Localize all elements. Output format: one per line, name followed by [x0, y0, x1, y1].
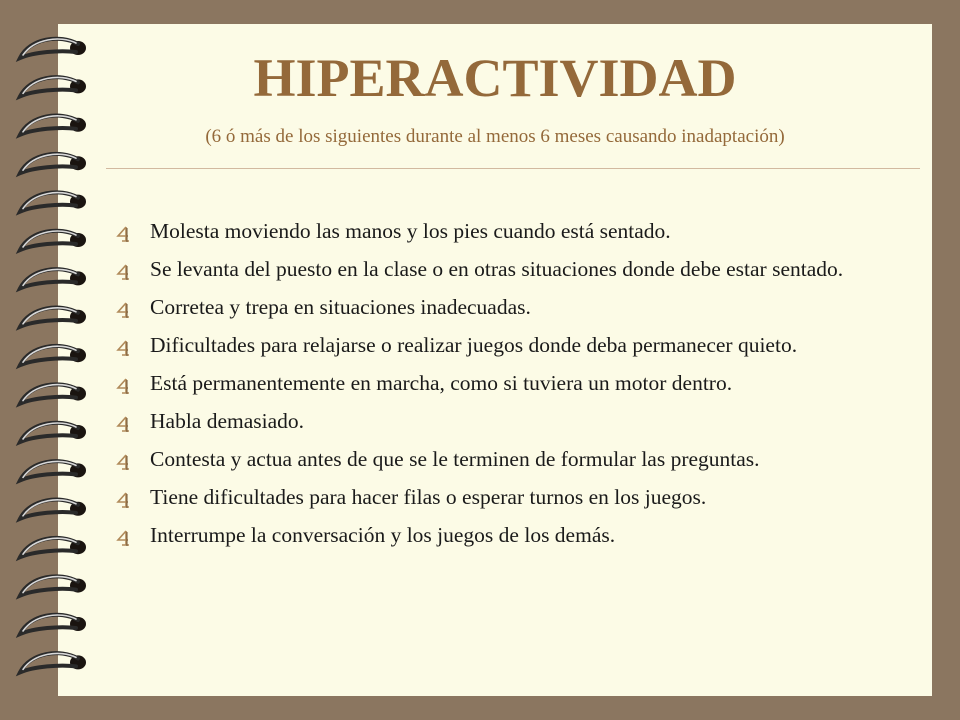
spiral-ring [20, 461, 86, 480]
checkmark-4-icon [116, 302, 132, 318]
list-item-text: Contesta y actua antes de que se le terminen de formular las preguntas. [150, 447, 760, 471]
spiral-ring [20, 500, 86, 519]
list-item [114, 293, 914, 321]
slide-title: HIPERACTIVIDAD [253, 48, 737, 108]
bullet-list [114, 217, 914, 559]
spiral-ring [20, 77, 86, 96]
notebook-page [58, 24, 932, 696]
list-item-text: Dificultades para relajarse o realizar juegos donde deba permanecer quieto. [150, 333, 798, 357]
list-item [114, 483, 914, 511]
list-item [114, 217, 914, 245]
spiral-ring [20, 192, 86, 211]
spiral-ring [20, 308, 86, 327]
list-item-text: Interrumpe la conversación y los juegos de los demás. [150, 523, 616, 547]
checkmark-4-icon [116, 492, 132, 508]
checkmark-4-icon [116, 264, 132, 280]
spiral-ring [20, 653, 86, 672]
checkmark-4-icon [116, 454, 132, 470]
checkmark-4-icon [116, 530, 132, 546]
spiral-binding [0, 0, 100, 720]
list-item [114, 369, 914, 397]
list-item-text: Se levanta del puesto en la clase o en otras situaciones donde debe estar sentado. [150, 257, 844, 281]
list-item [114, 445, 914, 473]
list-item [114, 521, 914, 549]
spiral-ring [20, 231, 86, 250]
spiral-ring [20, 576, 86, 595]
spiral-ring [20, 384, 86, 403]
list-item-text: Está permanentemente en marcha, como si tuviera un motor dentro. [150, 371, 733, 395]
spiral-ring [20, 538, 86, 557]
spiral-ring [20, 116, 86, 135]
spiral-ring [20, 154, 86, 173]
list-item [114, 255, 914, 283]
checkmark-4-icon [116, 226, 132, 242]
slide-subtitle: (6 ó más de los siguientes durante al menos 6 meses causando inadaptación) [205, 126, 785, 147]
spiral-ring [20, 39, 86, 58]
spiral-ring [20, 346, 86, 365]
title-divider [106, 168, 920, 169]
list-item-text: Tiene dificultades para hacer filas o esperar turnos en los juegos. [150, 485, 707, 509]
list-item [114, 331, 914, 359]
checkmark-4-icon [116, 416, 132, 432]
checkmark-4-icon [116, 340, 132, 356]
list-item-text: Molesta moviendo las manos y los pies cuando está sentado. [150, 219, 671, 243]
list-item [114, 407, 914, 435]
spiral-ring [20, 423, 86, 442]
checkmark-4-icon [116, 378, 132, 394]
list-item-text: Habla demasiado. [150, 409, 305, 433]
list-item-text: Corretea y trepa en situaciones inadecuadas. [150, 295, 531, 319]
spiral-ring [20, 269, 86, 288]
spiral-ring [20, 615, 86, 634]
